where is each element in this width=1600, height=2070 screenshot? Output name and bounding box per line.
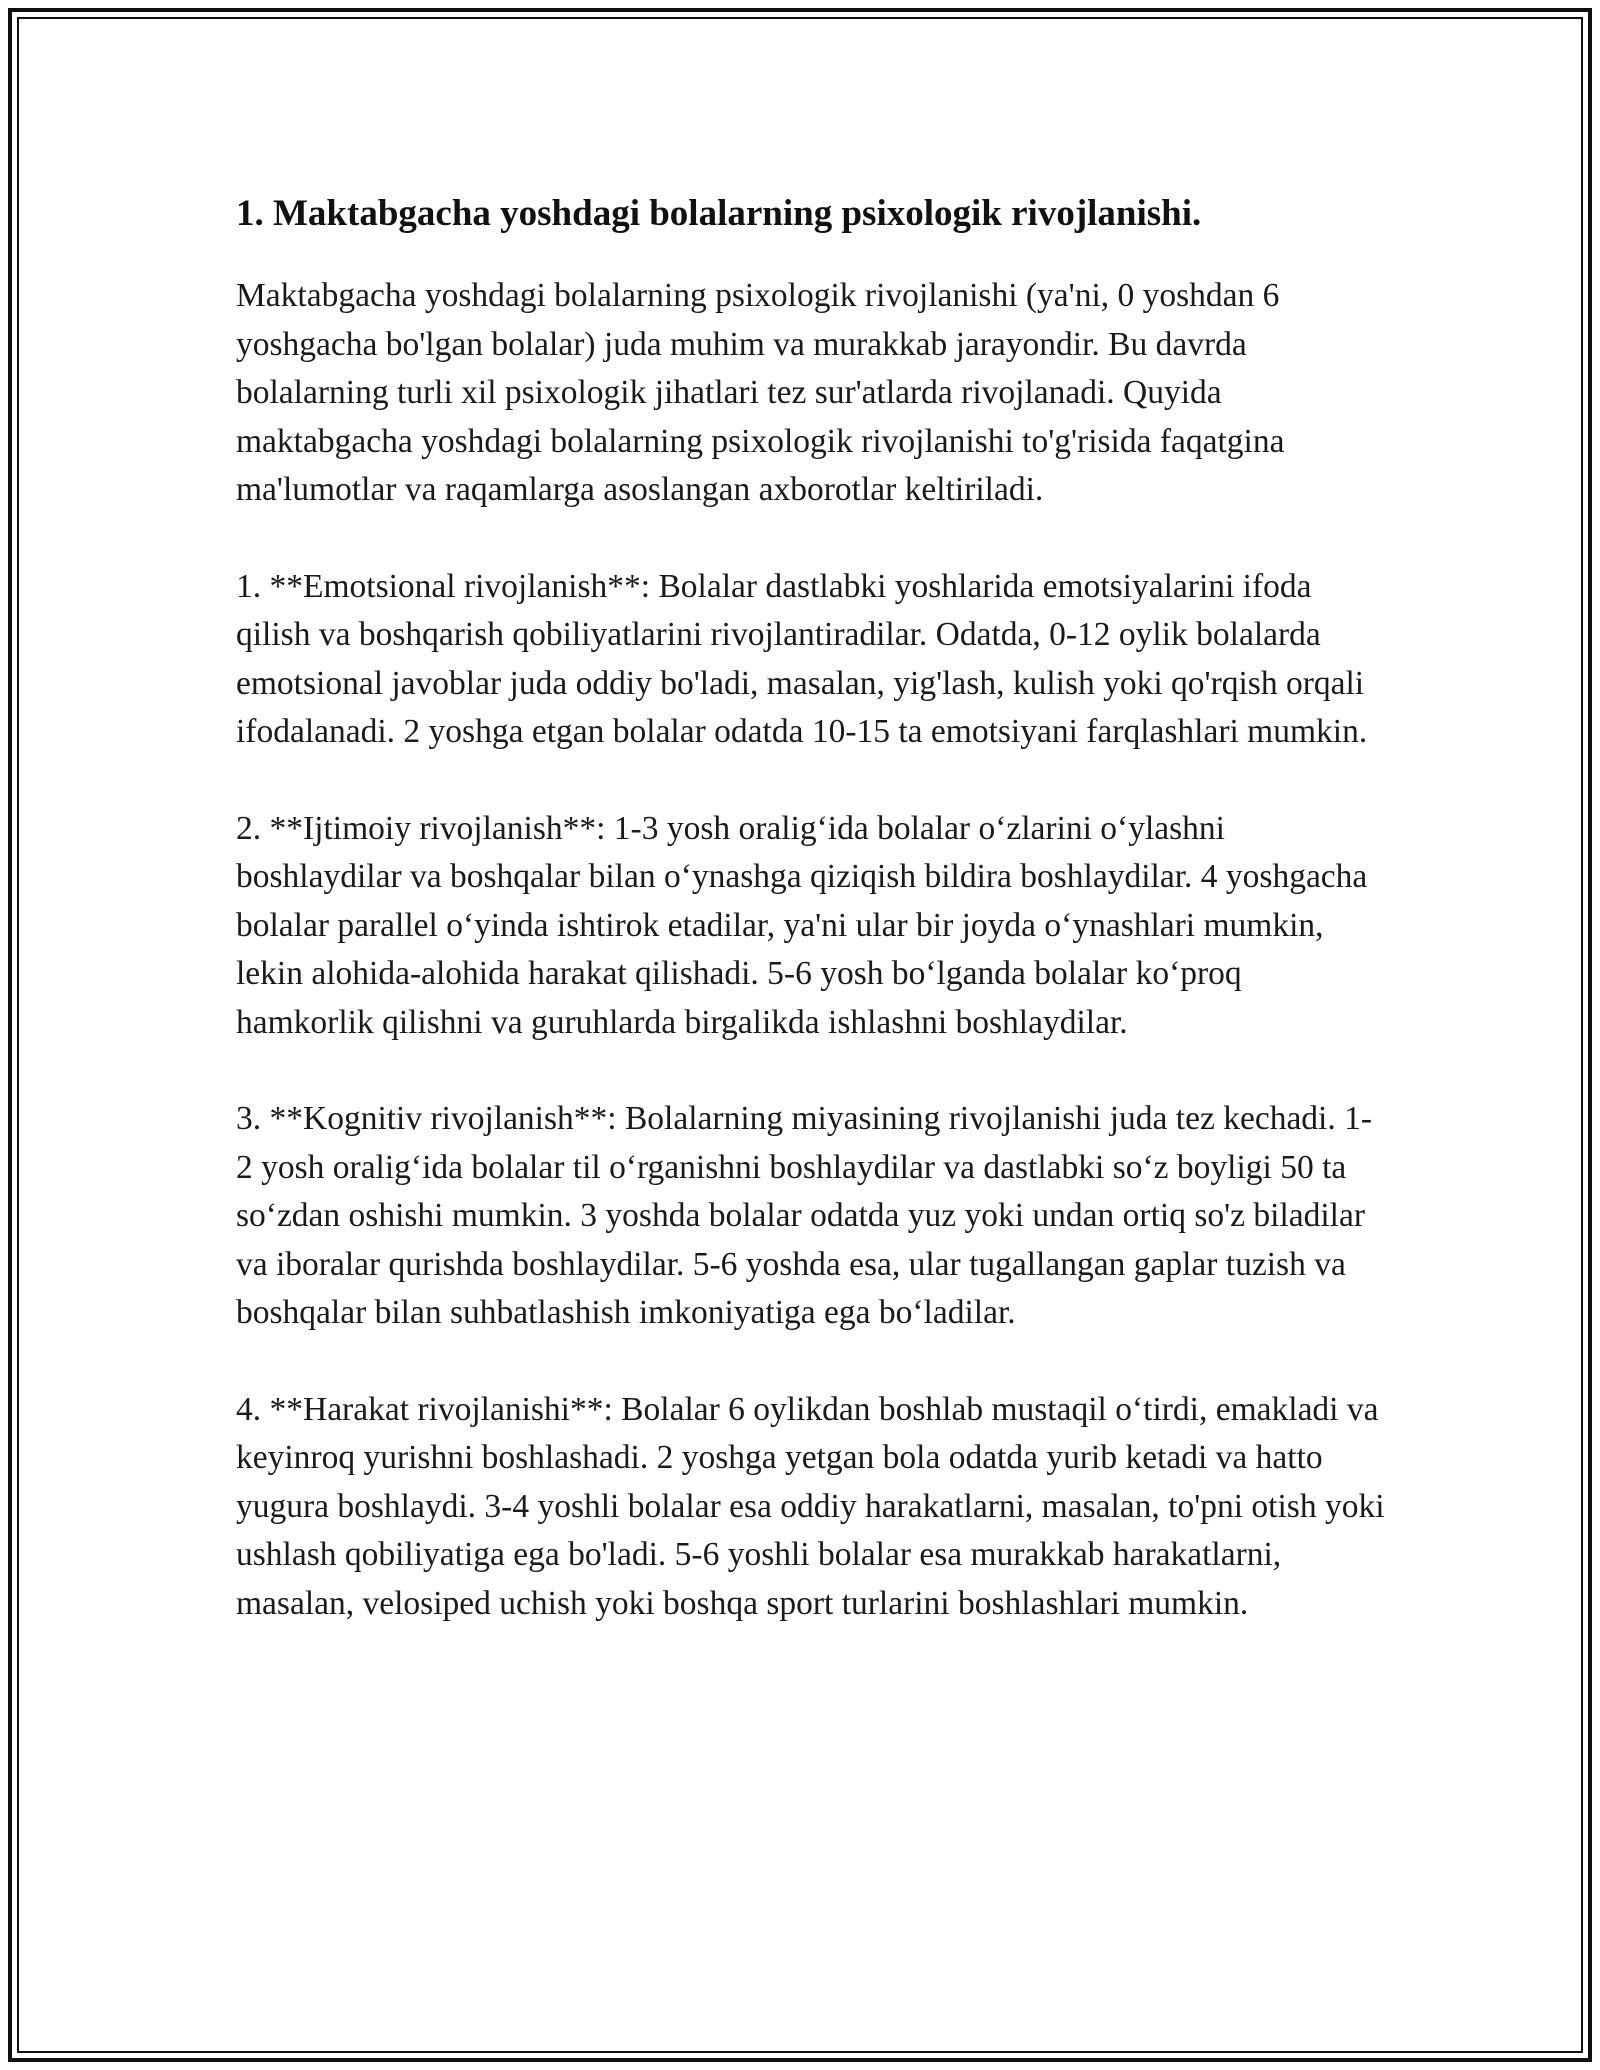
intro-paragraph: Maktabgacha yoshdagi bolalarning psixologik rivojlanishi (ya'ni, 0 yoshdan 6 yoshgacha bo'lgan bolalar) juda muhim va murakkab jarayondir. Bu davrda bolalarning turli xil psixologik jihatlari tez sur'atlarda rivojlanadi. Quyida maktabgacha yoshdagi bolalarning psixologik rivojlanishi to'g'risida faqatgina ma'lumotlar va raqamlarga asoslangan axborotlar keltiriladi. bbox=[236, 277, 1285, 508]
document-title: 1. Maktabgacha yoshdagi bolalarning psixologik rivojlanishi. bbox=[236, 193, 1202, 234]
section-motor-development: 4. **Harakat rivojlanishi**: Bolalar 6 oylikdan boshlab mustaqil o‘tirdi, emakladi va keyinroq yurishni boshlashadi. 2 yoshga yetgan bola odatda yurib ketadi va hatto yugura boshlaydi. 3-4 yoshli bolalar esa oddiy harakatlarni, masalan, to'pni otish yoki ushlash qobiliyatiga ega bo'ladi. 5-6 yoshli bolalar esa murakkab harakatlarni, masalan, velosiped uchish yoki boshqa sport turlarini boshlashlari mumkin. bbox=[236, 1390, 1385, 1622]
section-cognitive-development: 3. **Kognitiv rivojlanish**: Bolalarning miyasining rivojlanishi juda tez kechadi. 1-2 yosh oralig‘ida bolalar til o‘rganishni boshlaydilar va dastlabki so‘z boyligi 50 ta so‘zdan oshishi mumkin. 3 yoshda bolalar odatda yuz yoki undan ortiq so'z biladilar va iboralar qurishda boshlaydilar. 5-6 yoshda esa, ular tugallangan gaplar tuzish va boshqalar bilan suhbatlashish imkoniyatiga ega bo‘ladilar. bbox=[236, 1100, 1373, 1331]
document-page bbox=[236, 186, 1386, 1676]
section-emotional-development: 1. **Emotsional rivojlanish**: Bolalar dastlabki yoshlarida emotsiyalarini ifoda qilish va boshqarish qobiliyatlarini rivojlantiradilar. Odatda, 0-12 oylik bolalarda emotsional javoblar juda oddiy bo'ladi, masalan, yig'lash, kulish yoki qo'rqish orqali ifodalanadi. 2 yoshga etgan bolalar odatda 10-15 ta emotsiyani farqlashlari mumkin. bbox=[236, 567, 1368, 750]
section-social-development: 2. **Ijtimoiy rivojlanish**: 1-3 yosh oralig‘ida bolalar o‘zlarini o‘ylashni boshlaydilar va boshqalar bilan o‘ynashga qiziqish bildira boshlaydilar. 4 yoshgacha bolalar parallel o‘yinda ishtirok etadilar, ya'ni ular bir joyda o‘ynashlari mumkin, lekin alohida-alohida harakat qilishadi. 5-6 yosh bo‘lganda bolalar ko‘proq hamkorlik qilishni va guruhlarda birgalikda ishlashni boshlaydilar. bbox=[236, 809, 1368, 1041]
